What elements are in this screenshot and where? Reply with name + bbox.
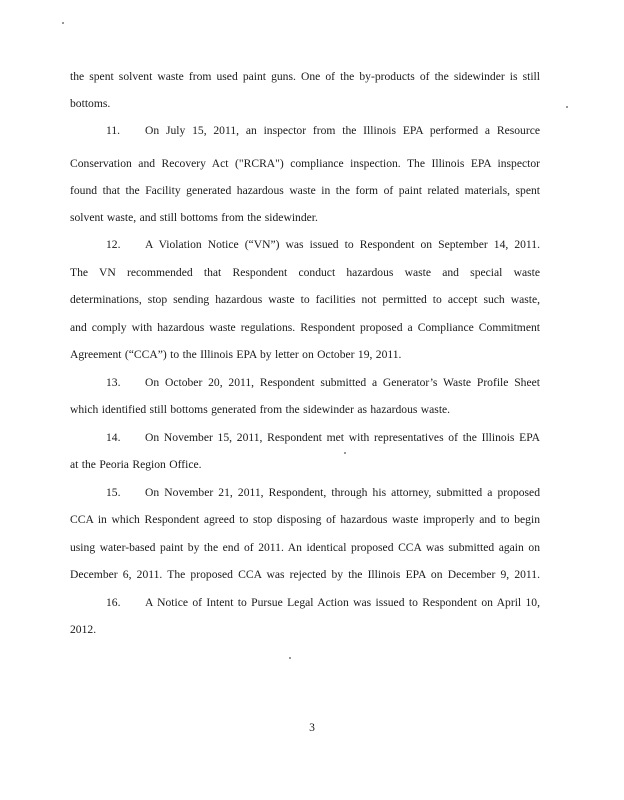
page-number: 3 [309,721,315,734]
paragraph-line: which identified still bottoms generated from the sidewinder as hazardous waste. [70,403,451,416]
paragraph-line: Agreement (“CCA”) to the Illinois EPA by letter on October 19, 2011. [70,348,402,361]
continuation-line: the spent solvent waste from used paint guns. One of the by-products of the sidewinder is still [70,70,540,83]
paragraph-line: found that the Facility generated hazardous waste in the form of paint related materials, spent [70,184,540,197]
paragraph-line: at the Peoria Region Office. [70,458,202,471]
paragraph-first-line: On November 21, 2011, Respondent, through his attorney, submitted a proposed [145,486,540,499]
paragraph-line: and comply with hazardous waste regulations. Respondent proposed a Compliance Commitment [70,321,540,334]
paragraph-first-line: A Violation Notice (“VN”) was issued to Respondent on September 14, 2011. [145,238,540,251]
paragraph-first-line: On October 20, 2011, Respondent submitted a Generator’s Waste Profile Sheet [145,376,540,389]
paragraph-line: determinations, stop sending hazardous waste to facilities not permitted to accept such waste, [70,293,540,306]
paragraph-number: 11. [106,124,121,137]
paragraph-line: December 6, 2011. The proposed CCA was rejected by the Illinois EPA on December 9, 2011. [70,568,540,581]
paragraph-number: 14. [106,431,121,444]
paragraph-line: 2012. [70,623,97,636]
paragraph-line: using water-based paint by the end of 2011. An identical proposed CCA was submitted again on [70,541,540,554]
scan-speck [62,22,64,24]
paragraph-number: 15. [106,486,121,499]
scan-speck [289,657,291,659]
paragraph-line: The VN recommended that Respondent conduct hazardous waste and special waste [70,266,540,279]
paragraph-line: Conservation and Recovery Act ("RCRA") compliance inspection. The Illinois EPA inspector [70,157,540,170]
paragraph-first-line: On July 15, 2011, an inspector from the Illinois EPA performed a Resource [145,124,540,137]
paragraph-number: 12. [106,238,121,251]
paragraph-line: CCA in which Respondent agreed to stop disposing of hazardous waste improperly and to begin [70,513,540,526]
paragraph-number: 16. [106,596,121,609]
paragraph-line: solvent waste, and still bottoms from the sidewinder. [70,211,318,224]
paragraph-first-line: On November 15, 2011, Respondent met with representatives of the Illinois EPA [145,431,540,444]
paragraph-first-line: A Notice of Intent to Pursue Legal Action was issued to Respondent on April 10, [145,596,540,609]
scan-speck [566,106,568,108]
paragraph-number: 13. [106,376,121,389]
continuation-line: bottoms. [70,97,111,110]
scan-speck [344,452,346,454]
